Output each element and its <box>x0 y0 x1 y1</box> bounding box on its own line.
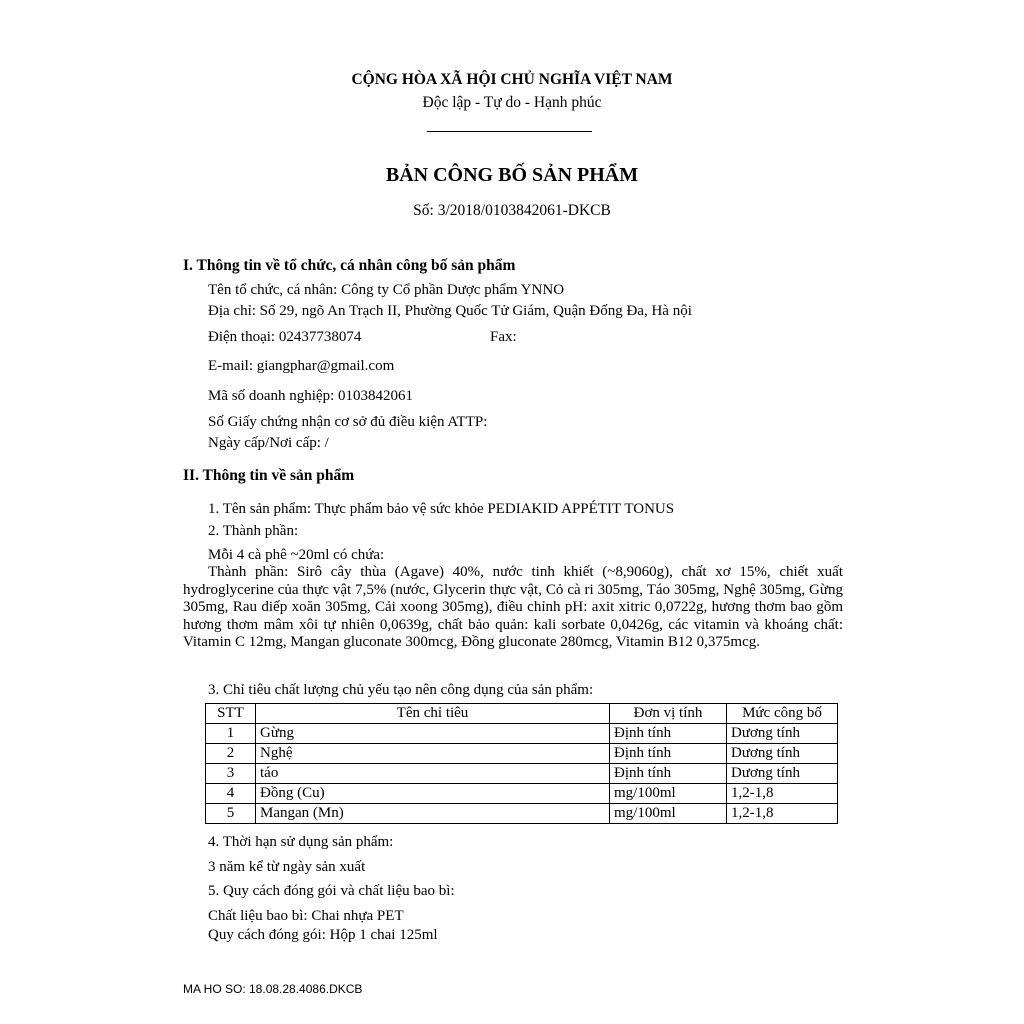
table-cell: 5 <box>206 804 256 824</box>
table-header: Đơn vị tính <box>610 704 727 724</box>
table-cell: 2 <box>206 744 256 764</box>
table-cell: 3 <box>206 764 256 784</box>
motto-underline <box>427 131 592 132</box>
table-cell: Dương tính <box>727 744 838 764</box>
section-2-heading: II. Thông tin về sản phẩm <box>183 467 355 484</box>
table-header: Tên chỉ tiêu <box>256 704 610 724</box>
org-email: E-mail: giangphar@gmail.com <box>208 358 395 374</box>
section-1-heading: I. Thông tin về tổ chức, cá nhân công bố sản phẩm <box>183 257 516 274</box>
table-cell: Dương tính <box>727 724 838 744</box>
table-cell: 4 <box>206 784 256 804</box>
org-name: Tên tổ chức, cá nhân: Công ty Cổ phần Dược phẩm YNNO <box>208 282 565 298</box>
product-name: 1. Tên sản phẩm: Thực phẩm bảo vệ sức khỏe PEDIAKID APPÉTIT TONUS <box>208 501 675 517</box>
table-cell: Mangan (Mn) <box>256 804 610 824</box>
quality-label: 3. Chỉ tiêu chất lượng chủ yếu tạo nên công dụng của sản phẩm: <box>208 682 594 698</box>
shelf-life-label: 4. Thời hạn sử dụng sản phẩm: <box>208 834 394 850</box>
serving-note: Mỗi 4 cà phê ~20ml có chứa: <box>208 547 385 563</box>
table-cell: Định tính <box>610 764 727 784</box>
table-cell: 1,2-1,8 <box>727 784 838 804</box>
org-fax: Fax: <box>490 329 517 345</box>
nation-title: CỘNG HÒA XÃ HỘI CHỦ NGHĨA VIỆT NAM <box>351 71 673 88</box>
ingredients-paragraph: Thành phần: Sirô cây thùa (Agave) 40%, nước tinh khiết (~8,9060g), chất xơ 15%, chiết xuất hydroglycerine của thực vật 7,5% (nước, Glycerin thực vật, Cỏ cà ri 305mg, Táo 305mg, Nghệ 305mg, Gừng 305mg, Rau diếp xoăn 305mg, Cải xoong 305mg), điều chỉnh pH: axit xitric 0,0722g, hương thơm bao gồm hương thơm mâm xôi tự nhiên 0,0639g, chất bảo quản: kali sorbate 0,0426g, các vitamin và khoáng chất: Vitamin C 12mg, Mangan gluconate 300mcg, Đồng gluconate 280mcg, Vitamin B12 0,375mcg. <box>183 564 843 651</box>
table-cell: mg/100ml <box>610 804 727 824</box>
table-row <box>206 804 838 824</box>
table-cell: mg/100ml <box>610 784 727 804</box>
quality-table <box>205 703 838 824</box>
ingredients-label: 2. Thành phần: <box>208 523 299 539</box>
table-cell: Định tính <box>610 724 727 744</box>
table-cell: 1 <box>206 724 256 744</box>
org-address: Địa chỉ: Số 29, ngõ An Trạch II, Phường Quốc Tử Giám, Quận Đống Đa, Hà nội <box>208 303 692 319</box>
document-title: BẢN CÔNG BỐ SẢN PHẨM <box>385 164 639 186</box>
packaging-spec: Quy cách đóng gói: Hộp 1 chai 125ml <box>208 927 438 943</box>
table-header: Mức công bố <box>727 704 838 724</box>
table-cell: Gừng <box>256 724 610 744</box>
table-cell: Định tính <box>610 744 727 764</box>
table-cell: Nghệ <box>256 744 610 764</box>
business-code: Mã số doanh nghiệp: 0103842061 <box>208 388 413 404</box>
certificate-issue: Ngày cấp/Nơi cấp: / <box>208 435 329 451</box>
packaging-material: Chất liệu bao bì: Chai nhựa PET <box>208 908 404 924</box>
national-motto: Độc lập - Tự do - Hạnh phúc <box>422 94 602 111</box>
table-row <box>206 724 838 744</box>
table-cell: Đồng (Cu) <box>256 784 610 804</box>
table-header-row <box>206 704 838 724</box>
table-cell: 1,2-1,8 <box>727 804 838 824</box>
record-code: MA HO SO: 18.08.28.4086.DKCB <box>183 982 363 996</box>
org-phone: Điện thoại: 02437738074 <box>208 329 362 345</box>
shelf-life-value: 3 năm kể từ ngày sản xuất <box>208 859 366 875</box>
food-safety-certificate: Số Giấy chứng nhận cơ sở đủ điều kiện ATTP: <box>208 414 488 430</box>
document-number: Số: 3/2018/0103842061-DKCB <box>413 202 611 219</box>
table-row <box>206 784 838 804</box>
table-header: STT <box>206 704 256 724</box>
table-row <box>206 744 838 764</box>
packaging-label: 5. Quy cách đóng gói và chất liệu bao bì: <box>208 883 455 899</box>
table-row <box>206 764 838 784</box>
table-cell: Dương tính <box>727 764 838 784</box>
table-cell: táo <box>256 764 610 784</box>
